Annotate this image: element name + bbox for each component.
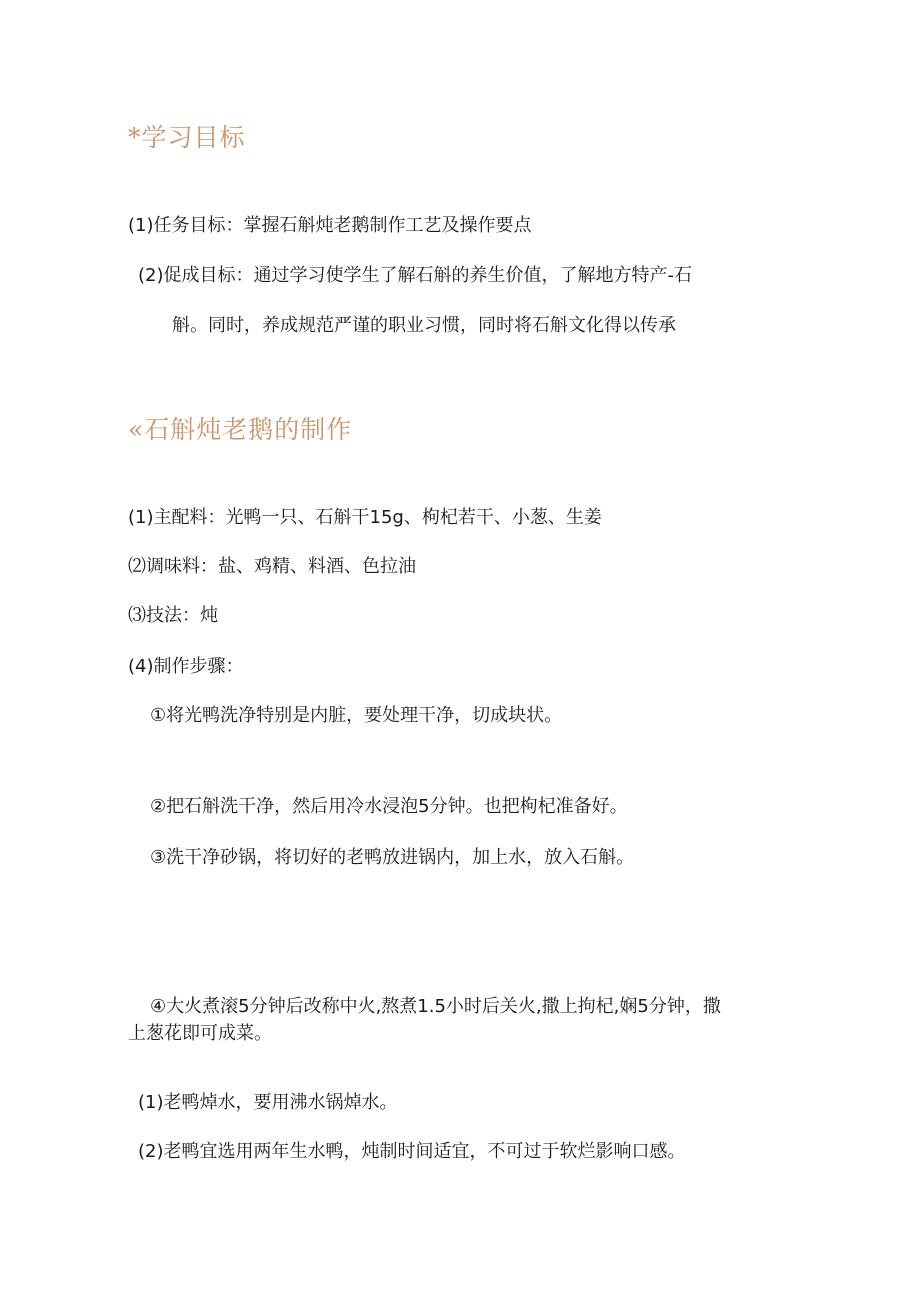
step-1-text: ①将光鸭洗净特别是内脏，要处理干净，切成块状。 [150, 705, 563, 726]
seasoning-text: ⑵调味料：盐、鸡精、料酒、色拉油 [128, 556, 416, 577]
step-4-continuation: 上葱花即可成菜。 [128, 1023, 272, 1044]
step-2-text: ②把石斛洗干净，然后用冷水浸泡5分钟。也把枸杞准备好。 [150, 796, 628, 817]
dish-making-heading: «石斛炖老鹅的制作 [128, 415, 353, 444]
step-4-text: ④大火煮滚5分钟后改称中火,熬煮1.5小时后关火,撒上拘杞,娴5分钟，撒 [150, 996, 721, 1017]
technique-text: ⑶技法：炖 [128, 605, 218, 626]
task-objective-text: (1)任务目标：掌握石斛炖老鹅制作工艺及操作要点 [128, 215, 532, 236]
learning-objectives-heading: *学习目标 [128, 123, 246, 152]
note-1-text: (1)老鸭焯水，要用沸水锅焯水。 [138, 1092, 398, 1113]
step-3-text: ③洗干净砂锅，将切好的老鸭放进锅内，加上水，放入石斛。 [150, 847, 635, 868]
note-2-text: (2)老鸭宜选用两年生水鸭，炖制时间适宜，不可过于软烂影响口感。 [138, 1141, 686, 1162]
ingredients-text: (1)主配料：光鸭一只、石斛干15g、枸杞若干、小葱、生姜 [128, 507, 602, 528]
promotion-objective-text: (2)促成目标：通过学习使学生了解石斛的养生价值，了解地方特产-石 [138, 265, 692, 286]
steps-title: (4)制作步骤： [128, 656, 244, 677]
promotion-objective-continuation: 斛。同时，养成规范严谨的职业习惯，同时将石斛文化得以传承 [172, 315, 676, 336]
